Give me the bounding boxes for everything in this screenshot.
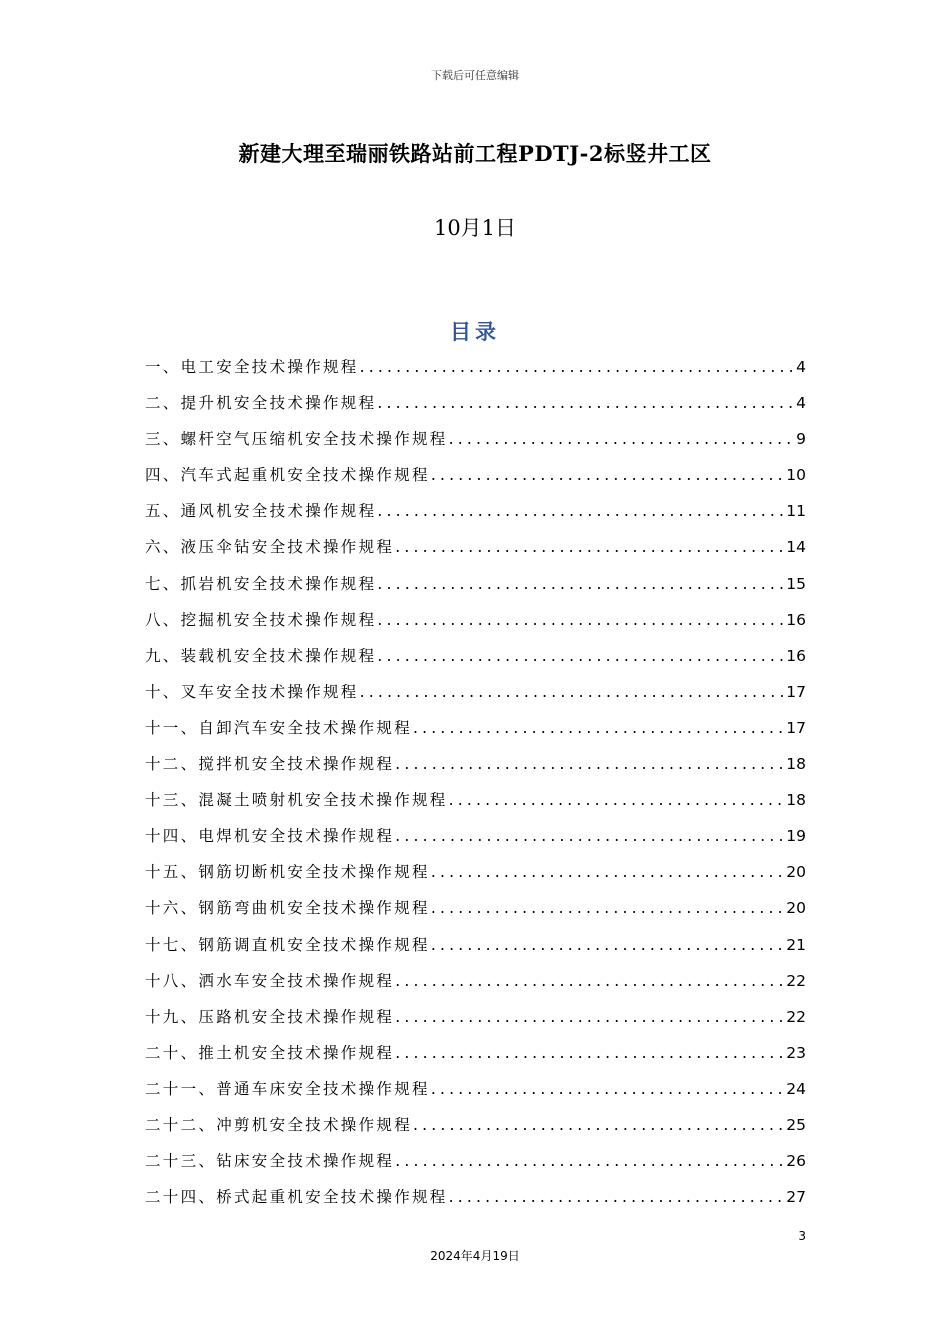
toc-entry-page: 24 <box>786 1079 806 1098</box>
toc-entry[interactable] <box>145 355 806 391</box>
toc-dot-leader <box>377 644 784 668</box>
toc-entry-page: 23 <box>786 1043 806 1062</box>
toc-dot-leader <box>449 1185 785 1209</box>
toc-entry-label: 十五、钢筋切断机安全技术操作规程 <box>145 863 430 882</box>
toc-entry-label: 二十三、钻床安全技术操作规程 <box>145 1152 395 1171</box>
toc-dot-leader <box>431 1077 784 1101</box>
toc-entry-label: 九、装载机安全技术操作规程 <box>145 646 377 665</box>
toc-dot-leader <box>431 860 784 884</box>
toc-entry[interactable] <box>145 716 806 752</box>
toc-entry-label: 十三、混凝土喷射机安全技术操作规程 <box>145 791 448 810</box>
toc-entry-page: 10 <box>786 466 806 485</box>
toc-dot-leader <box>377 608 784 632</box>
toc-entry-page: 27 <box>786 1188 806 1207</box>
toc-entry[interactable] <box>145 1041 806 1077</box>
toc-entry-page: 11 <box>786 502 806 521</box>
toc-entry-page: 18 <box>786 791 806 810</box>
toc-dot-leader <box>413 716 784 740</box>
toc-dot-leader <box>413 1113 784 1137</box>
toc-entry-page: 4 <box>796 394 806 413</box>
toc-entry[interactable] <box>145 1149 806 1185</box>
toc-entry-page: 4 <box>796 358 806 376</box>
toc-dot-leader <box>449 788 785 812</box>
toc-entry-label: 十六、钢筋弯曲机安全技术操作规程 <box>145 899 430 918</box>
toc-dot-leader <box>395 752 784 776</box>
toc-entry-label: 十二、搅拌机安全技术操作规程 <box>145 755 395 774</box>
toc-entry[interactable] <box>145 463 806 499</box>
page-number: 3 <box>798 1229 806 1243</box>
toc-entry-label: 二十一、普通车床安全技术操作规程 <box>145 1079 430 1098</box>
toc-entry-label: 十一、自卸汽车安全技术操作规程 <box>145 718 413 737</box>
toc-entry[interactable] <box>145 824 806 860</box>
toc-entry-label: 五、通风机安全技术操作规程 <box>145 502 377 521</box>
toc-entry[interactable] <box>145 535 806 571</box>
toc-dot-leader <box>395 1149 784 1173</box>
toc-entry-label: 六、液压伞钻安全技术操作规程 <box>145 538 395 557</box>
toc-entry[interactable] <box>145 427 806 463</box>
toc-entry-page: 20 <box>786 863 806 882</box>
toc-entry-label: 八、挖掘机安全技术操作规程 <box>145 610 377 629</box>
toc-entry-page: 16 <box>786 646 806 665</box>
toc-entry[interactable] <box>145 788 806 824</box>
toc-entry-page: 18 <box>786 755 806 774</box>
toc-entry-label: 十四、电焊机安全技术操作规程 <box>145 827 395 846</box>
toc-entry-label: 一、电工安全技术操作规程 <box>145 358 359 376</box>
toc-entry-label: 二十二、冲剪机安全技术操作规程 <box>145 1115 413 1134</box>
toc-entry-label: 二十四、桥式起重机安全技术操作规程 <box>145 1188 448 1207</box>
toc-dot-leader <box>395 1005 784 1029</box>
toc-entry[interactable] <box>145 933 806 969</box>
toc-entry-label: 十、叉车安全技术操作规程 <box>145 682 359 701</box>
toc-entry[interactable] <box>145 1113 806 1149</box>
toc-entry[interactable] <box>145 896 806 932</box>
document-title: 新建大理至瑞丽铁路站前工程PDTJ-2标竖井工区 <box>238 141 712 166</box>
toc-dot-leader <box>431 896 784 920</box>
toc-dot-leader <box>360 355 795 379</box>
toc-entry-page: 25 <box>786 1115 806 1134</box>
toc-entry-page: 9 <box>796 430 806 449</box>
toc-entry-page: 15 <box>786 574 806 593</box>
toc-entry-label: 十八、洒水车安全技术操作规程 <box>145 971 395 990</box>
toc-entry[interactable] <box>145 752 806 788</box>
document-date: 10月1日 <box>433 216 517 240</box>
toc-entry-label: 十七、钢筋调直机安全技术操作规程 <box>145 935 430 954</box>
toc-entry-label: 七、抓岩机安全技术操作规程 <box>145 574 377 593</box>
toc-entry[interactable] <box>145 969 806 1005</box>
toc-entry-page: 21 <box>786 935 806 954</box>
toc-entry[interactable] <box>145 680 806 716</box>
toc-dot-leader <box>395 824 784 848</box>
header-note: 下载后可任意编辑 <box>431 69 519 82</box>
toc-entry-label: 二十、推土机安全技术操作规程 <box>145 1043 395 1062</box>
toc-entry-label: 十九、压路机安全技术操作规程 <box>145 1007 395 1026</box>
toc-entry-page: 19 <box>786 827 806 846</box>
toc-dot-leader <box>431 463 784 487</box>
toc-entry-page: 16 <box>786 610 806 629</box>
toc-entry-page: 17 <box>786 682 806 701</box>
toc-entry[interactable] <box>145 860 806 896</box>
toc-entry[interactable] <box>145 572 806 608</box>
toc-dot-leader <box>395 535 784 559</box>
toc-entry-label: 三、螺杆空气压缩机安全技术操作规程 <box>145 430 448 449</box>
toc-dot-leader <box>431 933 784 957</box>
table-of-contents <box>145 355 806 1221</box>
toc-entry[interactable] <box>145 608 806 644</box>
toc-entry-label: 四、汽车式起重机安全技术操作规程 <box>145 466 430 485</box>
toc-entry[interactable] <box>145 391 806 427</box>
toc-entry[interactable] <box>145 499 806 535</box>
toc-entry[interactable] <box>145 1077 806 1113</box>
toc-entry-page: 17 <box>786 718 806 737</box>
toc-dot-leader <box>395 969 784 993</box>
toc-entry[interactable] <box>145 1005 806 1041</box>
toc-dot-leader <box>377 499 784 523</box>
toc-entry-page: 14 <box>786 538 806 557</box>
toc-entry-page: 22 <box>786 1007 806 1026</box>
toc-entry-page: 22 <box>786 971 806 990</box>
toc-dot-leader <box>395 1041 784 1065</box>
toc-entry[interactable] <box>145 644 806 680</box>
toc-heading: 目录 <box>450 319 500 344</box>
footer-date: 2024年4月19日 <box>430 1249 520 1263</box>
toc-dot-leader <box>449 427 795 451</box>
toc-entry-page: 26 <box>786 1152 806 1171</box>
toc-entry[interactable] <box>145 1185 806 1221</box>
toc-dot-leader <box>360 680 785 704</box>
toc-dot-leader <box>377 572 784 596</box>
toc-entry-label: 二、提升机安全技术操作规程 <box>145 394 377 413</box>
toc-entry-page: 20 <box>786 899 806 918</box>
toc-dot-leader <box>377 391 794 415</box>
